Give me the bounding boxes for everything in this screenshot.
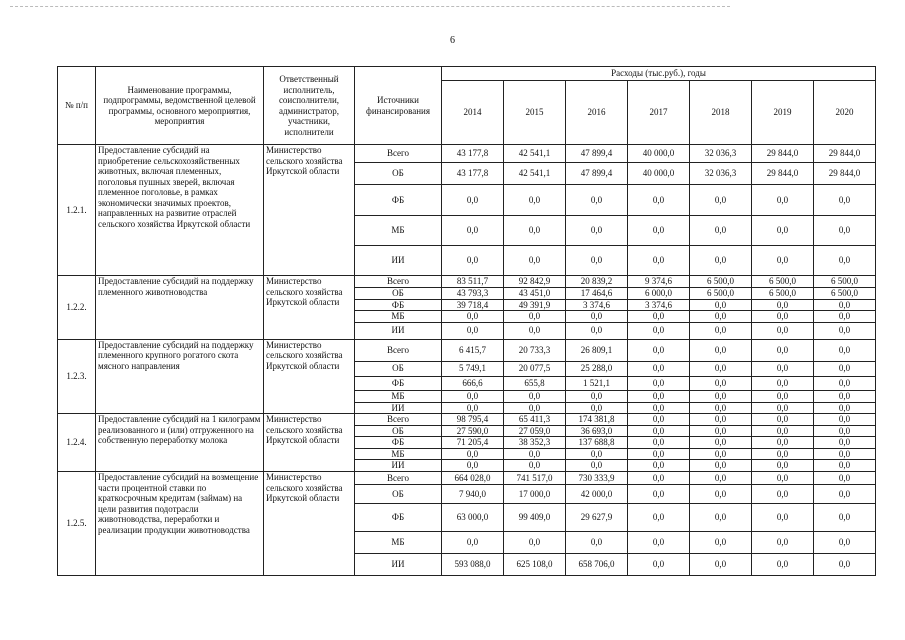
expense-value: 43 793,3 [442,288,504,300]
expense-value: 0,0 [628,437,690,449]
expense-value: 0,0 [690,216,752,246]
expense-value: 0,0 [442,322,504,339]
expense-value: 0,0 [752,246,814,276]
funding-source: Всего [355,276,442,288]
expense-value: 593 088,0 [442,554,504,576]
header-name: Наименование программы, подпрограммы, ведомственной целевой программы, основного мероприятия, мероприятия [96,67,264,145]
expense-value: 0,0 [628,311,690,323]
expense-value: 0,0 [752,414,814,426]
expense-value: 20 077,5 [504,361,566,376]
expense-value: 0,0 [814,485,876,504]
expense-value: 29 844,0 [814,163,876,185]
responsible-executor: Министерство сельского хозяйства Иркутской области [264,339,355,414]
expense-value: 0,0 [504,460,566,472]
expense-value: 666,6 [442,376,504,390]
expense-value: 0,0 [628,460,690,472]
expense-value: 0,0 [566,390,628,402]
table-row [58,339,876,361]
expense-value: 0,0 [814,402,876,414]
expense-value: 5 749,1 [442,361,504,376]
expense-value: 0,0 [814,414,876,426]
expense-value: 0,0 [814,554,876,576]
expense-value: 40 000,0 [628,145,690,163]
row-code: 1.2.1. [58,145,96,276]
expense-value: 71 205,4 [442,437,504,449]
expense-value: 137 688,8 [566,437,628,449]
expense-value: 0,0 [628,376,690,390]
expense-value: 47 899,4 [566,145,628,163]
expense-value: 0,0 [752,339,814,361]
row-code: 1.2.2. [58,276,96,340]
expense-value: 0,0 [752,448,814,460]
row-code: 1.2.5. [58,472,96,576]
expense-value: 0,0 [504,311,566,323]
expense-value: 0,0 [690,437,752,449]
funding-source: ОБ [355,485,442,504]
expense-value: 0,0 [814,361,876,376]
expense-value: 17 000,0 [504,485,566,504]
expense-value: 0,0 [752,532,814,554]
activity-name: Предоставление субсидий на 1 килограмм реализованного и (или) отгруженного на собственную переработку молока [96,414,264,472]
expense-value: 0,0 [566,460,628,472]
expense-value: 0,0 [442,216,504,246]
expense-value: 0,0 [752,390,814,402]
expense-value: 0,0 [628,532,690,554]
funding-source: ИИ [355,322,442,339]
row-code: 1.2.4. [58,414,96,472]
funding-source: ФБ [355,504,442,532]
expense-value: 0,0 [814,311,876,323]
expense-value: 0,0 [690,402,752,414]
expense-value: 0,0 [628,361,690,376]
expense-value: 26 809,1 [566,339,628,361]
expense-value: 0,0 [814,437,876,449]
expense-value: 27 590,0 [442,425,504,437]
expense-value: 0,0 [504,322,566,339]
expense-value: 0,0 [504,448,566,460]
table-body [58,145,876,576]
expense-value: 25 288,0 [566,361,628,376]
expense-value: 0,0 [752,216,814,246]
expense-value: 0,0 [628,425,690,437]
expense-value: 0,0 [814,460,876,472]
expense-value: 0,0 [628,322,690,339]
funding-source: ИИ [355,554,442,576]
funding-source: ФБ [355,376,442,390]
expense-value: 0,0 [690,339,752,361]
expense-value: 0,0 [690,322,752,339]
header-year: 2015 [504,81,566,145]
expense-value: 42 000,0 [566,485,628,504]
header-year: 2018 [690,81,752,145]
expense-value: 0,0 [442,311,504,323]
expense-value: 0,0 [690,185,752,216]
expense-value: 0,0 [814,448,876,460]
responsible-executor: Министерство сельского хозяйства Иркутской области [264,145,355,276]
expense-value: 20 839,2 [566,276,628,288]
header-year: 2017 [628,81,690,145]
expense-value: 0,0 [752,554,814,576]
expense-value: 0,0 [442,448,504,460]
activity-name: Предоставление субсидий на поддержку племенного животноводства [96,276,264,340]
funding-source: Всего [355,414,442,426]
expense-value: 0,0 [566,311,628,323]
activity-name: Предоставление субсидий на поддержку племенного крупного рогатого скота мясного направления [96,339,264,414]
table-row [58,276,876,288]
responsible-executor: Министерство сельского хозяйства Иркутской области [264,276,355,340]
expense-value: 6 500,0 [752,288,814,300]
header-responsible: Ответственный исполнитель, соисполнители, администратор, участники, исполнители [264,67,355,145]
expense-value: 43 177,8 [442,163,504,185]
header-sources: Источники финансирования [355,67,442,145]
expense-value: 0,0 [690,390,752,402]
funding-source: МБ [355,532,442,554]
expense-value: 6 500,0 [814,288,876,300]
scan-edge-line [10,6,730,7]
expense-value: 32 036,3 [690,163,752,185]
expense-value: 6 415,7 [442,339,504,361]
expense-value: 0,0 [566,185,628,216]
header-expenses: Расходы (тыс.руб.), годы [442,67,876,81]
expense-value: 0,0 [752,402,814,414]
expense-value: 0,0 [690,532,752,554]
funding-source: ФБ [355,185,442,216]
funding-source: ФБ [355,299,442,311]
activity-name: Предоставление субсидий на возмещение части процентной ставки по краткосрочным кредитам (займам) на цели развития подотрасли животноводства, переработки и реализации продукции животноводства [96,472,264,576]
funding-source: МБ [355,448,442,460]
expense-value: 730 333,9 [566,472,628,485]
expense-value: 0,0 [814,299,876,311]
expense-value: 0,0 [504,216,566,246]
expense-value: 6 500,0 [690,288,752,300]
expense-value: 0,0 [628,472,690,485]
expense-value: 0,0 [814,425,876,437]
row-code: 1.2.3. [58,339,96,414]
expense-value: 6 500,0 [752,276,814,288]
funding-source: Всего [355,145,442,163]
expense-value: 0,0 [814,472,876,485]
expense-value: 65 411,3 [504,414,566,426]
expense-value: 20 733,3 [504,339,566,361]
table-row [58,145,876,163]
expense-value: 0,0 [566,402,628,414]
funding-source: ИИ [355,460,442,472]
header-num: № п/п [58,67,96,145]
funding-source: МБ [355,390,442,402]
expense-value: 625 108,0 [504,554,566,576]
expense-value: 0,0 [442,460,504,472]
header-year: 2019 [752,81,814,145]
activity-name: Предоставление субсидий на приобретение сельскохозяйственных животных, включая племенных, поголовья пушных зверей, включая племенное поголовье, в рамках экономически значимых проектов, направленных на развитие отраслей сельского хозяйства Иркутской области [96,145,264,276]
expense-value: 0,0 [628,504,690,532]
expense-value: 658 706,0 [566,554,628,576]
header-year: 2016 [566,81,628,145]
expense-value: 0,0 [442,532,504,554]
expense-value: 42 541,1 [504,163,566,185]
expense-value: 29 844,0 [814,145,876,163]
expense-value: 0,0 [628,402,690,414]
expenses-table [57,66,876,576]
expense-value: 38 352,3 [504,437,566,449]
expense-value: 0,0 [628,339,690,361]
expense-value: 0,0 [442,402,504,414]
expense-value: 0,0 [690,299,752,311]
expense-value: 655,8 [504,376,566,390]
expense-value: 0,0 [628,216,690,246]
expense-value: 0,0 [628,414,690,426]
funding-source: Всего [355,472,442,485]
expense-value: 99 409,0 [504,504,566,532]
expense-value: 0,0 [442,246,504,276]
funding-source: ОБ [355,288,442,300]
expense-value: 32 036,3 [690,145,752,163]
funding-source: ИИ [355,246,442,276]
expense-value: 43 177,8 [442,145,504,163]
expense-value: 0,0 [690,425,752,437]
expense-value: 0,0 [628,554,690,576]
expense-value: 3 374,6 [628,299,690,311]
expense-value: 0,0 [690,554,752,576]
expense-value: 0,0 [628,448,690,460]
funding-source: ИИ [355,402,442,414]
expense-value: 0,0 [814,532,876,554]
expense-value: 664 028,0 [442,472,504,485]
expense-value: 43 451,0 [504,288,566,300]
expense-value: 0,0 [504,185,566,216]
expense-value: 0,0 [690,485,752,504]
expense-value: 0,0 [752,376,814,390]
expense-value: 0,0 [752,485,814,504]
expense-value: 36 693,0 [566,425,628,437]
expense-value: 27 059,0 [504,425,566,437]
expense-value: 42 541,1 [504,145,566,163]
expense-value: 0,0 [566,448,628,460]
expense-value: 47 899,4 [566,163,628,185]
expense-value: 0,0 [814,376,876,390]
expense-value: 0,0 [504,246,566,276]
expense-value: 174 381,8 [566,414,628,426]
expense-value: 0,0 [442,390,504,402]
funding-source: МБ [355,216,442,246]
expense-value: 0,0 [690,414,752,426]
expense-value: 0,0 [752,504,814,532]
funding-source: ОБ [355,361,442,376]
expense-value: 0,0 [566,322,628,339]
expense-value: 63 000,0 [442,504,504,532]
table-row [58,414,876,426]
expense-value: 0,0 [566,246,628,276]
expense-value: 7 940,0 [442,485,504,504]
expense-value: 0,0 [690,448,752,460]
expense-value: 98 795,4 [442,414,504,426]
expense-value: 39 718,4 [442,299,504,311]
expense-value: 17 464,6 [566,288,628,300]
expense-value: 0,0 [628,185,690,216]
expense-value: 0,0 [690,460,752,472]
expense-value: 0,0 [752,437,814,449]
expense-value: 0,0 [814,322,876,339]
funding-source: ОБ [355,163,442,185]
expense-value: 0,0 [690,311,752,323]
funding-source: ОБ [355,425,442,437]
expense-value: 741 517,0 [504,472,566,485]
expense-value: 83 511,7 [442,276,504,288]
expense-value: 0,0 [504,402,566,414]
funding-source: МБ [355,311,442,323]
expense-value: 29 844,0 [752,163,814,185]
expense-value: 9 374,6 [628,276,690,288]
expense-value: 6 000,0 [628,288,690,300]
expense-value: 0,0 [690,361,752,376]
expense-value: 0,0 [690,504,752,532]
expense-value: 0,0 [628,485,690,504]
expense-value: 0,0 [814,216,876,246]
expense-value: 0,0 [752,425,814,437]
table-row [58,472,876,485]
expense-value: 0,0 [690,376,752,390]
expense-value: 0,0 [566,532,628,554]
expense-value: 0,0 [814,504,876,532]
expense-value: 0,0 [442,185,504,216]
expense-value: 0,0 [628,246,690,276]
expense-value: 0,0 [814,246,876,276]
expense-value: 0,0 [752,322,814,339]
expense-value: 0,0 [814,390,876,402]
responsible-executor: Министерство сельского хозяйства Иркутской области [264,472,355,576]
funding-source: ФБ [355,437,442,449]
page-number: 6 [450,35,455,46]
expense-value: 1 521,1 [566,376,628,390]
expense-value: 0,0 [814,339,876,361]
expense-value: 29 844,0 [752,145,814,163]
expense-value: 0,0 [814,185,876,216]
funding-source: Всего [355,339,442,361]
expense-value: 29 627,9 [566,504,628,532]
expense-value: 92 842,9 [504,276,566,288]
expense-value: 0,0 [752,361,814,376]
expense-value: 6 500,0 [690,276,752,288]
header-year: 2014 [442,81,504,145]
expense-value: 0,0 [504,532,566,554]
expense-value: 0,0 [628,390,690,402]
expense-value: 0,0 [752,185,814,216]
expense-value: 49 391,9 [504,299,566,311]
header-year: 2020 [814,81,876,145]
expense-value: 40 000,0 [628,163,690,185]
expense-value: 0,0 [752,299,814,311]
expense-value: 0,0 [752,460,814,472]
expense-value: 6 500,0 [814,276,876,288]
expense-value: 0,0 [504,390,566,402]
expense-value: 0,0 [752,472,814,485]
expense-value: 0,0 [752,311,814,323]
responsible-executor: Министерство сельского хозяйства Иркутской области [264,414,355,472]
expense-value: 3 374,6 [566,299,628,311]
expense-value: 0,0 [566,216,628,246]
expense-value: 0,0 [690,472,752,485]
expense-value: 0,0 [690,246,752,276]
